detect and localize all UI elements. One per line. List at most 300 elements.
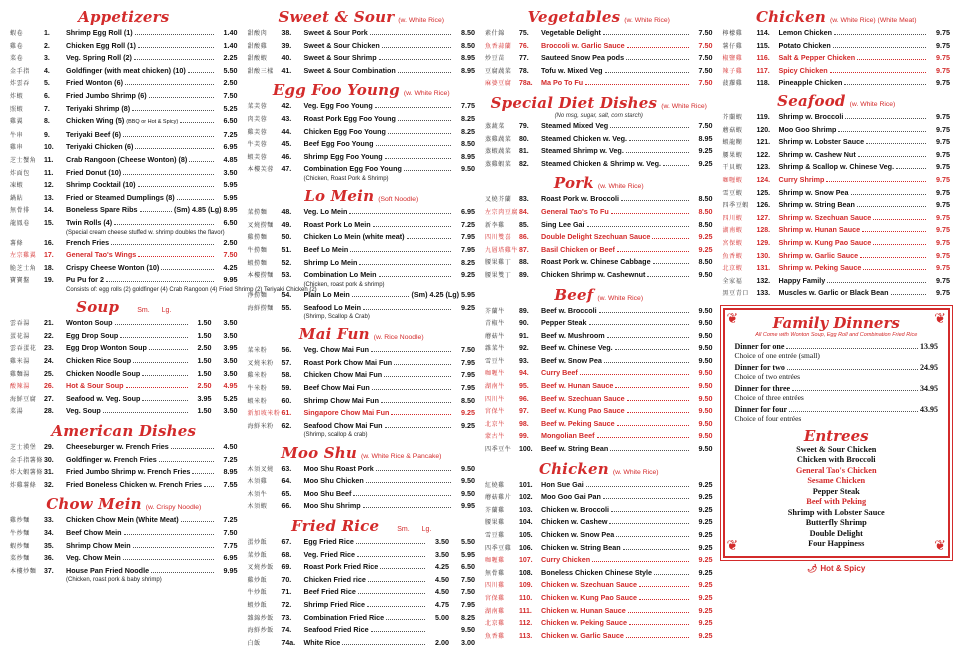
menu-item[interactable] (723, 187, 951, 200)
menu-item[interactable] (485, 592, 713, 605)
item-name: Goldfinger (with meat chicken) (10) (66, 65, 186, 75)
item-name: Moo Shu Roast Pork (303, 463, 374, 473)
item-number: 30. (44, 456, 54, 464)
menu-item[interactable] (248, 138, 476, 151)
entree-item[interactable]: Butterfly Shrimp (805, 518, 867, 528)
item-name: Shrimp Chow Mai Fun (303, 395, 379, 405)
section-note: (Soft Noodle) (378, 196, 419, 204)
menu-item[interactable] (485, 579, 713, 592)
menu-item[interactable] (485, 529, 713, 542)
menu-item[interactable] (248, 395, 476, 408)
item-name: Tofu w. Mixed Veg (541, 65, 603, 75)
item-number: 11. (44, 156, 54, 164)
menu-item[interactable] (248, 599, 476, 612)
item-price: 7.95 (461, 232, 475, 242)
menu-item[interactable] (10, 317, 238, 330)
leader-dots (604, 362, 689, 363)
menu-item[interactable] (10, 217, 238, 230)
item-chinese-name: 本樓撈麵 (247, 272, 274, 280)
ornament-icon: ❦ (726, 536, 739, 553)
menu-item[interactable] (248, 344, 476, 357)
menu-item[interactable] (723, 250, 951, 263)
item-price: 9.25 (698, 605, 713, 615)
item-number: 93. (519, 357, 529, 365)
menu-item[interactable] (248, 624, 476, 637)
menu-item[interactable] (485, 380, 713, 393)
section-title: Soup (76, 298, 120, 317)
item-name: Fried Donut (10) (66, 167, 122, 177)
menu-item[interactable] (485, 516, 713, 529)
menu-section-lomein (248, 185, 476, 321)
menu-item[interactable] (723, 40, 951, 53)
menu-item[interactable] (10, 237, 238, 250)
section-title: Egg Foo Young (272, 81, 400, 100)
menu-item[interactable] (485, 269, 713, 282)
item-number: 41. (281, 67, 292, 75)
item-chinese-name: 腰果雙丁 (485, 271, 512, 279)
menu-item[interactable] (485, 405, 713, 418)
menu-item[interactable] (723, 174, 951, 187)
menu-item[interactable] (10, 565, 238, 578)
menu-item[interactable] (10, 115, 238, 129)
item-chinese-name: 四川牛 (485, 395, 505, 403)
section-title: Moo Shu (281, 443, 357, 462)
menu-item[interactable] (10, 274, 238, 287)
menu-item[interactable] (485, 418, 713, 431)
leader-dots (827, 282, 926, 283)
menu-item[interactable] (485, 393, 713, 406)
item-number: 67. (281, 539, 292, 547)
menu-item[interactable] (485, 317, 713, 330)
item-price: 9.50 (698, 406, 713, 416)
menu-item[interactable] (248, 574, 476, 587)
entree-item[interactable]: Sweet & Sour Chicken (796, 444, 877, 454)
menu-item[interactable] (723, 65, 951, 78)
menu-item[interactable] (723, 212, 951, 225)
leader-dots (896, 168, 926, 169)
menu-item[interactable] (485, 355, 713, 368)
menu-item[interactable] (723, 275, 951, 288)
menu-item[interactable] (10, 27, 238, 40)
menu-item[interactable] (485, 342, 713, 355)
menu-item[interactable] (248, 206, 476, 219)
item-number: 118. (756, 80, 770, 88)
item-chinese-name: 龍鳳卷 (10, 219, 30, 227)
menu-item[interactable] (248, 151, 476, 164)
item-name: Cheeseburger w. French Fries (66, 442, 169, 452)
item-name: Boneless Chicken Chinese Style (541, 567, 653, 577)
item-chinese-name: 脆芝士角 (10, 264, 37, 272)
item-price: 9.75 (936, 137, 950, 147)
item-number: 35. (44, 542, 54, 550)
item-price: 5.95 (223, 180, 238, 190)
menu-item[interactable] (10, 342, 238, 355)
leader-dots (372, 389, 451, 390)
item-name: Basil Chicken or Beef (541, 244, 615, 254)
menu-item[interactable] (248, 475, 476, 488)
menu-item[interactable] (10, 380, 238, 393)
item-chinese-name: 芥蘭蝦 (722, 113, 743, 121)
item-name: Crab Rangoon (Cheese Wonton) (8) (66, 154, 188, 164)
item-chinese-name: 九層塔雞牛 (485, 246, 519, 254)
item-chinese-name: 咖喱牛 (485, 370, 505, 378)
menu-item[interactable] (10, 179, 238, 192)
menu-item[interactable] (10, 441, 238, 454)
menu-item[interactable] (248, 369, 476, 382)
menu-item[interactable] (248, 126, 476, 139)
item-price: 9.50 (698, 318, 713, 328)
menu-item[interactable] (485, 605, 713, 618)
item-price: 8.50 (698, 219, 713, 229)
item-price: 7.50 (223, 528, 238, 537)
entree-item[interactable]: Chicken with Broccoli (796, 455, 876, 465)
menu-item[interactable] (248, 612, 476, 625)
menu-item[interactable] (10, 466, 238, 479)
item-price: 9.50 (698, 381, 713, 391)
section-note: (w. White Rice) (403, 90, 450, 98)
menu-item[interactable] (485, 40, 713, 53)
item-chinese-name: 炸蝦 (10, 92, 24, 100)
menu-item[interactable] (248, 65, 476, 78)
menu-item[interactable] (248, 257, 476, 270)
menu-item[interactable] (485, 567, 713, 580)
menu-item[interactable] (10, 330, 238, 343)
menu-item[interactable] (248, 27, 476, 40)
menu-item[interactable] (10, 40, 238, 53)
item-chinese-name: 本樓芙蓉 (247, 166, 274, 174)
menu-item[interactable] (10, 355, 238, 368)
item-number: 102. (519, 494, 533, 502)
item-chinese-name: 菜炒飯 (247, 551, 268, 559)
menu-item[interactable] (723, 77, 951, 90)
item-price: 6.95 (223, 142, 238, 152)
item-name: Shrimp w. Lobster Sauce (778, 137, 865, 147)
item-chinese-name: 蝦撈麵 (247, 259, 268, 267)
menu-item[interactable] (723, 262, 951, 275)
item-number: 104. (519, 519, 533, 527)
menu-item[interactable] (10, 249, 238, 262)
leader-dots (845, 118, 926, 119)
menu-item[interactable] (485, 65, 713, 78)
menu-item[interactable] (10, 393, 238, 406)
item-price: 9.75 (936, 40, 950, 50)
item-price-large: 5.50 (461, 537, 475, 547)
hot-spicy-legend (723, 564, 951, 573)
ornament-icon: ❦ (934, 309, 946, 326)
menu-item[interactable] (10, 52, 238, 65)
menu-item[interactable] (485, 305, 713, 318)
menu-item[interactable] (723, 199, 951, 212)
leader-dots (860, 257, 926, 258)
menu-item[interactable] (248, 289, 476, 302)
family-dinner-option[interactable] (735, 405, 939, 423)
leader-dots (628, 612, 689, 613)
menu-item[interactable] (485, 617, 713, 630)
item-chinese-name: 蝦炒麵 (10, 542, 30, 550)
menu-item[interactable] (723, 224, 951, 237)
item-name: Seafood w. Veg. Soup (66, 393, 141, 403)
menu-item[interactable] (10, 204, 238, 217)
menu-item[interactable] (485, 330, 713, 343)
item-name: Spicy Chicken (778, 65, 828, 75)
item-number: 124. (756, 176, 771, 184)
item-name: Singapore Chow Mai Fun (303, 408, 390, 418)
menu-item[interactable] (248, 420, 476, 433)
item-number: 77. (519, 55, 529, 63)
menu-section-chowmein (10, 493, 238, 584)
item-extra: (BBQ or Hot & Spicy) (126, 119, 179, 126)
item-price: 9.75 (936, 78, 950, 88)
menu-item[interactable] (248, 52, 476, 65)
menu-item[interactable] (248, 302, 476, 315)
menu-item[interactable] (485, 193, 713, 206)
menu-item[interactable] (723, 124, 951, 137)
section-header (248, 444, 476, 462)
menu-item[interactable] (485, 554, 713, 567)
leader-dots (133, 547, 214, 548)
menu-item[interactable] (248, 219, 476, 232)
section-title: Chicken (756, 8, 826, 26)
item-number: 36. (44, 555, 54, 563)
menu-item[interactable] (248, 231, 476, 244)
item-name: Chicken w. Hunan Sauce (541, 605, 626, 615)
item-price: 1.50 (197, 318, 212, 328)
item-number: 81. (519, 148, 529, 156)
leader-dots (352, 296, 410, 297)
menu-item[interactable] (248, 407, 476, 420)
item-chinese-name: 炸大蝦薯條 (10, 469, 44, 477)
menu-item[interactable] (723, 287, 951, 300)
menu-item[interactable] (10, 141, 238, 154)
entree-item[interactable]: General Tao's Chicken (795, 465, 877, 475)
family-dinner-row (735, 342, 939, 351)
menu-item[interactable] (10, 65, 238, 78)
section-title: Chicken (538, 459, 609, 478)
item-price: 7.25 (223, 515, 238, 525)
menu-item[interactable] (248, 113, 476, 126)
menu-item[interactable] (723, 111, 951, 124)
menu-item[interactable] (248, 488, 476, 501)
item-chinese-name: 青椒牛 (485, 320, 505, 328)
entree-item[interactable]: Four Happiness (808, 539, 865, 549)
item-name: Boneless Spare Ribs (66, 205, 138, 215)
menu-item[interactable] (723, 237, 951, 250)
item-number: 123. (756, 164, 771, 172)
menu-item[interactable] (723, 161, 951, 174)
item-chinese-name: 宮保牛 (485, 408, 505, 416)
menu-item[interactable] (10, 192, 238, 205)
menu-item[interactable] (485, 133, 713, 146)
leader-dots (356, 543, 425, 544)
entree-item[interactable]: Sesame Chicken (807, 476, 866, 486)
menu-item[interactable] (10, 262, 238, 275)
item-number: 37. (44, 567, 54, 575)
menu-item[interactable] (248, 357, 476, 370)
item-chinese-name: 湖南雞 (485, 607, 505, 615)
item-name: Goldfinger w. French Fries (66, 454, 157, 464)
menu-item[interactable] (248, 269, 476, 282)
item-number: 117. (756, 67, 770, 75)
section-header (248, 8, 476, 26)
item-price: 9.75 (936, 275, 950, 285)
menu-item[interactable] (248, 536, 476, 549)
entree-item[interactable]: Pepper Steak (812, 486, 860, 496)
family-dinner-desc: Choice of two entrées (734, 371, 801, 381)
entree-item[interactable]: Double Delight (809, 528, 863, 538)
menu-item[interactable] (485, 430, 713, 443)
item-name: Chicken Egg Foo Young (303, 126, 386, 136)
menu-item[interactable] (10, 77, 238, 90)
menu-item[interactable] (485, 219, 713, 232)
item-number: 88. (519, 259, 529, 267)
menu-item[interactable] (10, 454, 238, 467)
leader-dots (180, 122, 213, 123)
menu-item[interactable] (10, 527, 238, 540)
item-number: 56. (281, 347, 292, 355)
leader-dots (357, 556, 425, 557)
leader-dots (375, 107, 451, 108)
item-number: 125. (756, 189, 771, 197)
leader-dots (370, 34, 451, 35)
item-name: Chicken Wing (5) (66, 116, 125, 126)
menu-item[interactable] (10, 552, 238, 565)
menu-item[interactable] (248, 500, 476, 513)
menu-item[interactable] (248, 163, 476, 176)
item-price: 8.50 (698, 206, 713, 216)
menu-item[interactable] (485, 479, 713, 492)
leader-dots (350, 251, 451, 252)
item-price: 9.75 (936, 212, 950, 222)
menu-item[interactable] (248, 637, 476, 649)
menu-item[interactable] (723, 27, 951, 40)
item-chinese-name: 新李雞 (485, 221, 505, 229)
size-columns-label: Sm. Lg. (397, 526, 432, 534)
item-number: 34. (44, 530, 54, 537)
entree-item[interactable]: Beef with Peking (806, 497, 867, 507)
item-price-large: 6.50 (461, 562, 475, 572)
item-name: Steamed Chicken & Shrimp w. Veg. (541, 158, 661, 168)
item-name: Chicken w. String Bean (541, 542, 621, 552)
family-dinner-price: 34.95 (920, 383, 938, 393)
item-name: Moo Goo Shrimp (778, 124, 837, 134)
menu-item[interactable] (485, 443, 713, 456)
leader-dots (142, 400, 187, 401)
family-dinner-option[interactable] (735, 342, 939, 360)
item-price-large: 9.50 (461, 625, 475, 635)
item-number: 89. (519, 271, 529, 279)
menu-item[interactable] (248, 244, 476, 257)
leader-dots (114, 224, 213, 225)
menu-item[interactable] (723, 149, 951, 162)
menu-item[interactable] (248, 382, 476, 395)
item-name: Shrimp Fried Rice (303, 600, 366, 609)
leader-dots (135, 34, 214, 35)
family-dinner-option[interactable] (735, 363, 939, 381)
item-number: 105. (519, 532, 533, 539)
leader-dots (379, 276, 451, 277)
menu-item[interactable] (248, 586, 476, 599)
item-name: Moo Shu Chicken (303, 476, 364, 486)
menu-item[interactable] (723, 52, 951, 65)
item-name: Crispy Cheese Wonton (10) (66, 262, 160, 272)
menu-item[interactable] (485, 491, 713, 504)
menu-item[interactable] (248, 463, 476, 476)
menu-item[interactable] (485, 27, 713, 40)
leader-dots (363, 507, 451, 508)
menu-item[interactable] (10, 405, 238, 418)
leader-dots (126, 387, 188, 388)
item-number: 109. (519, 582, 533, 590)
menu-item[interactable] (10, 154, 238, 167)
item-price: 1.40 (223, 40, 238, 50)
menu-item[interactable] (10, 103, 238, 116)
menu-item[interactable] (485, 367, 713, 380)
family-dinner-option[interactable] (735, 384, 939, 402)
item-chinese-name: 淨撈麵 (247, 291, 268, 299)
menu-item[interactable] (723, 136, 951, 149)
item-price: 7.95 (461, 370, 475, 380)
entree-item[interactable]: Shrimp with Lobster Sauce (787, 507, 885, 517)
item-chinese-name: 蒸雞蔬菜 (485, 135, 512, 143)
item-price: 9.75 (936, 149, 950, 159)
leader-dots (367, 606, 425, 607)
menu-item[interactable] (248, 549, 476, 562)
menu-item[interactable] (485, 504, 713, 517)
menu-item[interactable] (10, 129, 238, 142)
menu-item[interactable] (485, 77, 713, 90)
menu-item[interactable] (248, 40, 476, 53)
menu-item[interactable] (485, 145, 713, 158)
item-chinese-name: 海鮮米粉 (247, 422, 274, 430)
item-chinese-name: 海鮮撈麵 (247, 304, 274, 312)
item-number: 89. (519, 307, 529, 315)
menu-item[interactable] (485, 244, 713, 257)
item-number: 26. (44, 383, 54, 391)
item-price: 7.50 (698, 53, 713, 63)
menu-item[interactable] (485, 256, 713, 269)
menu-item[interactable] (485, 52, 713, 65)
item-chinese-name: 雞炒飯 (247, 576, 268, 584)
menu-item[interactable] (485, 120, 713, 133)
item-price: 9.75 (936, 237, 950, 247)
menu-item[interactable] (10, 540, 238, 553)
menu-item[interactable] (485, 206, 713, 219)
item-price: 2.00 (435, 637, 449, 647)
item-chinese-name: 照蝦 (10, 105, 24, 113)
menu-item[interactable] (485, 231, 713, 244)
item-chinese-name: 雞芙蓉 (247, 128, 268, 136)
item-chinese-name: 薯條 (10, 239, 24, 247)
menu-item[interactable] (248, 561, 476, 574)
item-name: Beef Fried Rice (303, 587, 356, 597)
item-number: 108. (519, 569, 533, 577)
menu-item[interactable] (248, 100, 476, 113)
leader-dots (586, 486, 689, 487)
item-name: Shrimp w. Kung Pao Sauce (778, 237, 872, 247)
leader-dots (654, 574, 688, 575)
menu-item[interactable] (10, 167, 238, 180)
item-chinese-name: 甜酸肉 (247, 30, 268, 37)
menu-item[interactable] (10, 90, 238, 103)
item-chinese-name: 牛炒飯 (247, 589, 268, 597)
menu-item[interactable] (10, 514, 238, 527)
menu-item[interactable] (485, 542, 713, 555)
menu-item[interactable] (10, 368, 238, 381)
item-chinese-name: 四川雙喜 (485, 234, 512, 242)
menu-item[interactable] (10, 479, 238, 492)
menu-item[interactable] (485, 630, 713, 643)
menu-item[interactable] (485, 158, 713, 171)
